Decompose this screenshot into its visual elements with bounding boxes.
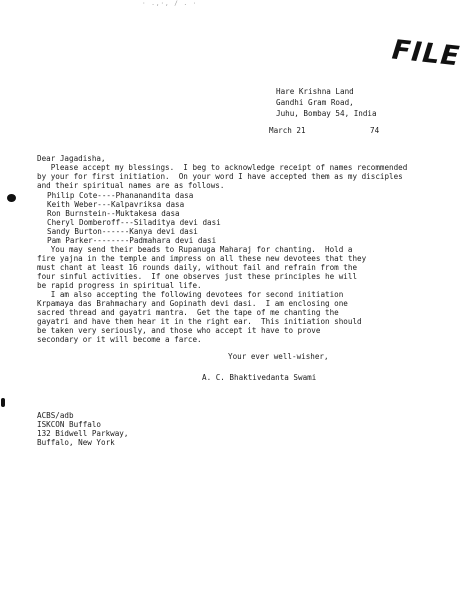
- address-line: Hare Krishna Land: [276, 87, 354, 96]
- signature-line: A. C. Bhaktivedanta Swami: [202, 373, 317, 382]
- body-line: four sinful activities. If one observes just these principles he will: [37, 272, 358, 281]
- address-line: Gandhi Gram Road,: [276, 98, 354, 107]
- body-line: secondary or it will become a farce.: [37, 335, 202, 344]
- body-line: be taken very seriously, and those who accept it have to prove: [37, 326, 321, 335]
- footer-line: 132 Bidwell Parkway,: [37, 429, 129, 438]
- address-line: Juhu, Bombay 54, India: [276, 109, 377, 118]
- edge-mark: [1, 398, 5, 407]
- body-line: sacred thread and gayatri mantra. Get the tape of me chanting the: [37, 308, 339, 317]
- body-line: Krpamaya das Brahmachary and Gopinath devi dasi. I am enclosing one: [37, 299, 348, 308]
- body-line: be rapid progress in spiritual life.: [37, 281, 202, 290]
- body-line: by your for first initiation. On your word I have accepted them as my disciples: [37, 172, 403, 181]
- body-line: and their spiritual names are as follows.: [37, 181, 225, 190]
- letter-year: 74: [370, 126, 380, 135]
- initiate-name: Cheryl Domberoff---Siladitya devi dasi: [47, 218, 221, 227]
- closing: Your ever well-wisher,: [228, 352, 329, 361]
- initiate-name: Pam Parker--------Padmahara devi dasi: [47, 236, 217, 245]
- body-line: gayatri and have them hear it in the right ear. This initiation should: [37, 317, 362, 326]
- initiate-name: Ron Burnstein--Muktakesa dasa: [47, 209, 180, 218]
- hole-punch-mark: [7, 194, 16, 202]
- body-line: Please accept my blessings. I beg to acknowledge receipt of names recommended: [37, 163, 408, 172]
- footer-line: ACBS/adb: [37, 411, 74, 420]
- footer-line: Buffalo, New York: [37, 438, 115, 447]
- body-line: fire yajna in the temple and impress on all these new devotees that they: [37, 254, 367, 263]
- file-stamp: FILE: [390, 34, 462, 73]
- initiate-name: Sandy Burton------Kanya devi dasi: [47, 227, 198, 236]
- footer-line: ISKCON Buffalo: [37, 420, 102, 429]
- body-line: I am also accepting the following devotees for second initiation: [37, 290, 344, 299]
- body-line: You may send their beads to Rupanuga Maharaj for chanting. Hold a: [37, 245, 353, 254]
- body-line: must chant at least 16 rounds daily, without fail and refrain from the: [37, 263, 358, 272]
- initiate-name: Keith Weber---Kalpavriksa dasa: [47, 200, 185, 209]
- top-margin-mark: · .,·, / . ·: [142, 0, 198, 7]
- initiate-name: Philip Cote----Phananandita dasa: [47, 191, 194, 200]
- salutation: Dear Jagadisha,: [37, 154, 106, 163]
- letter-date: March 21: [269, 126, 306, 135]
